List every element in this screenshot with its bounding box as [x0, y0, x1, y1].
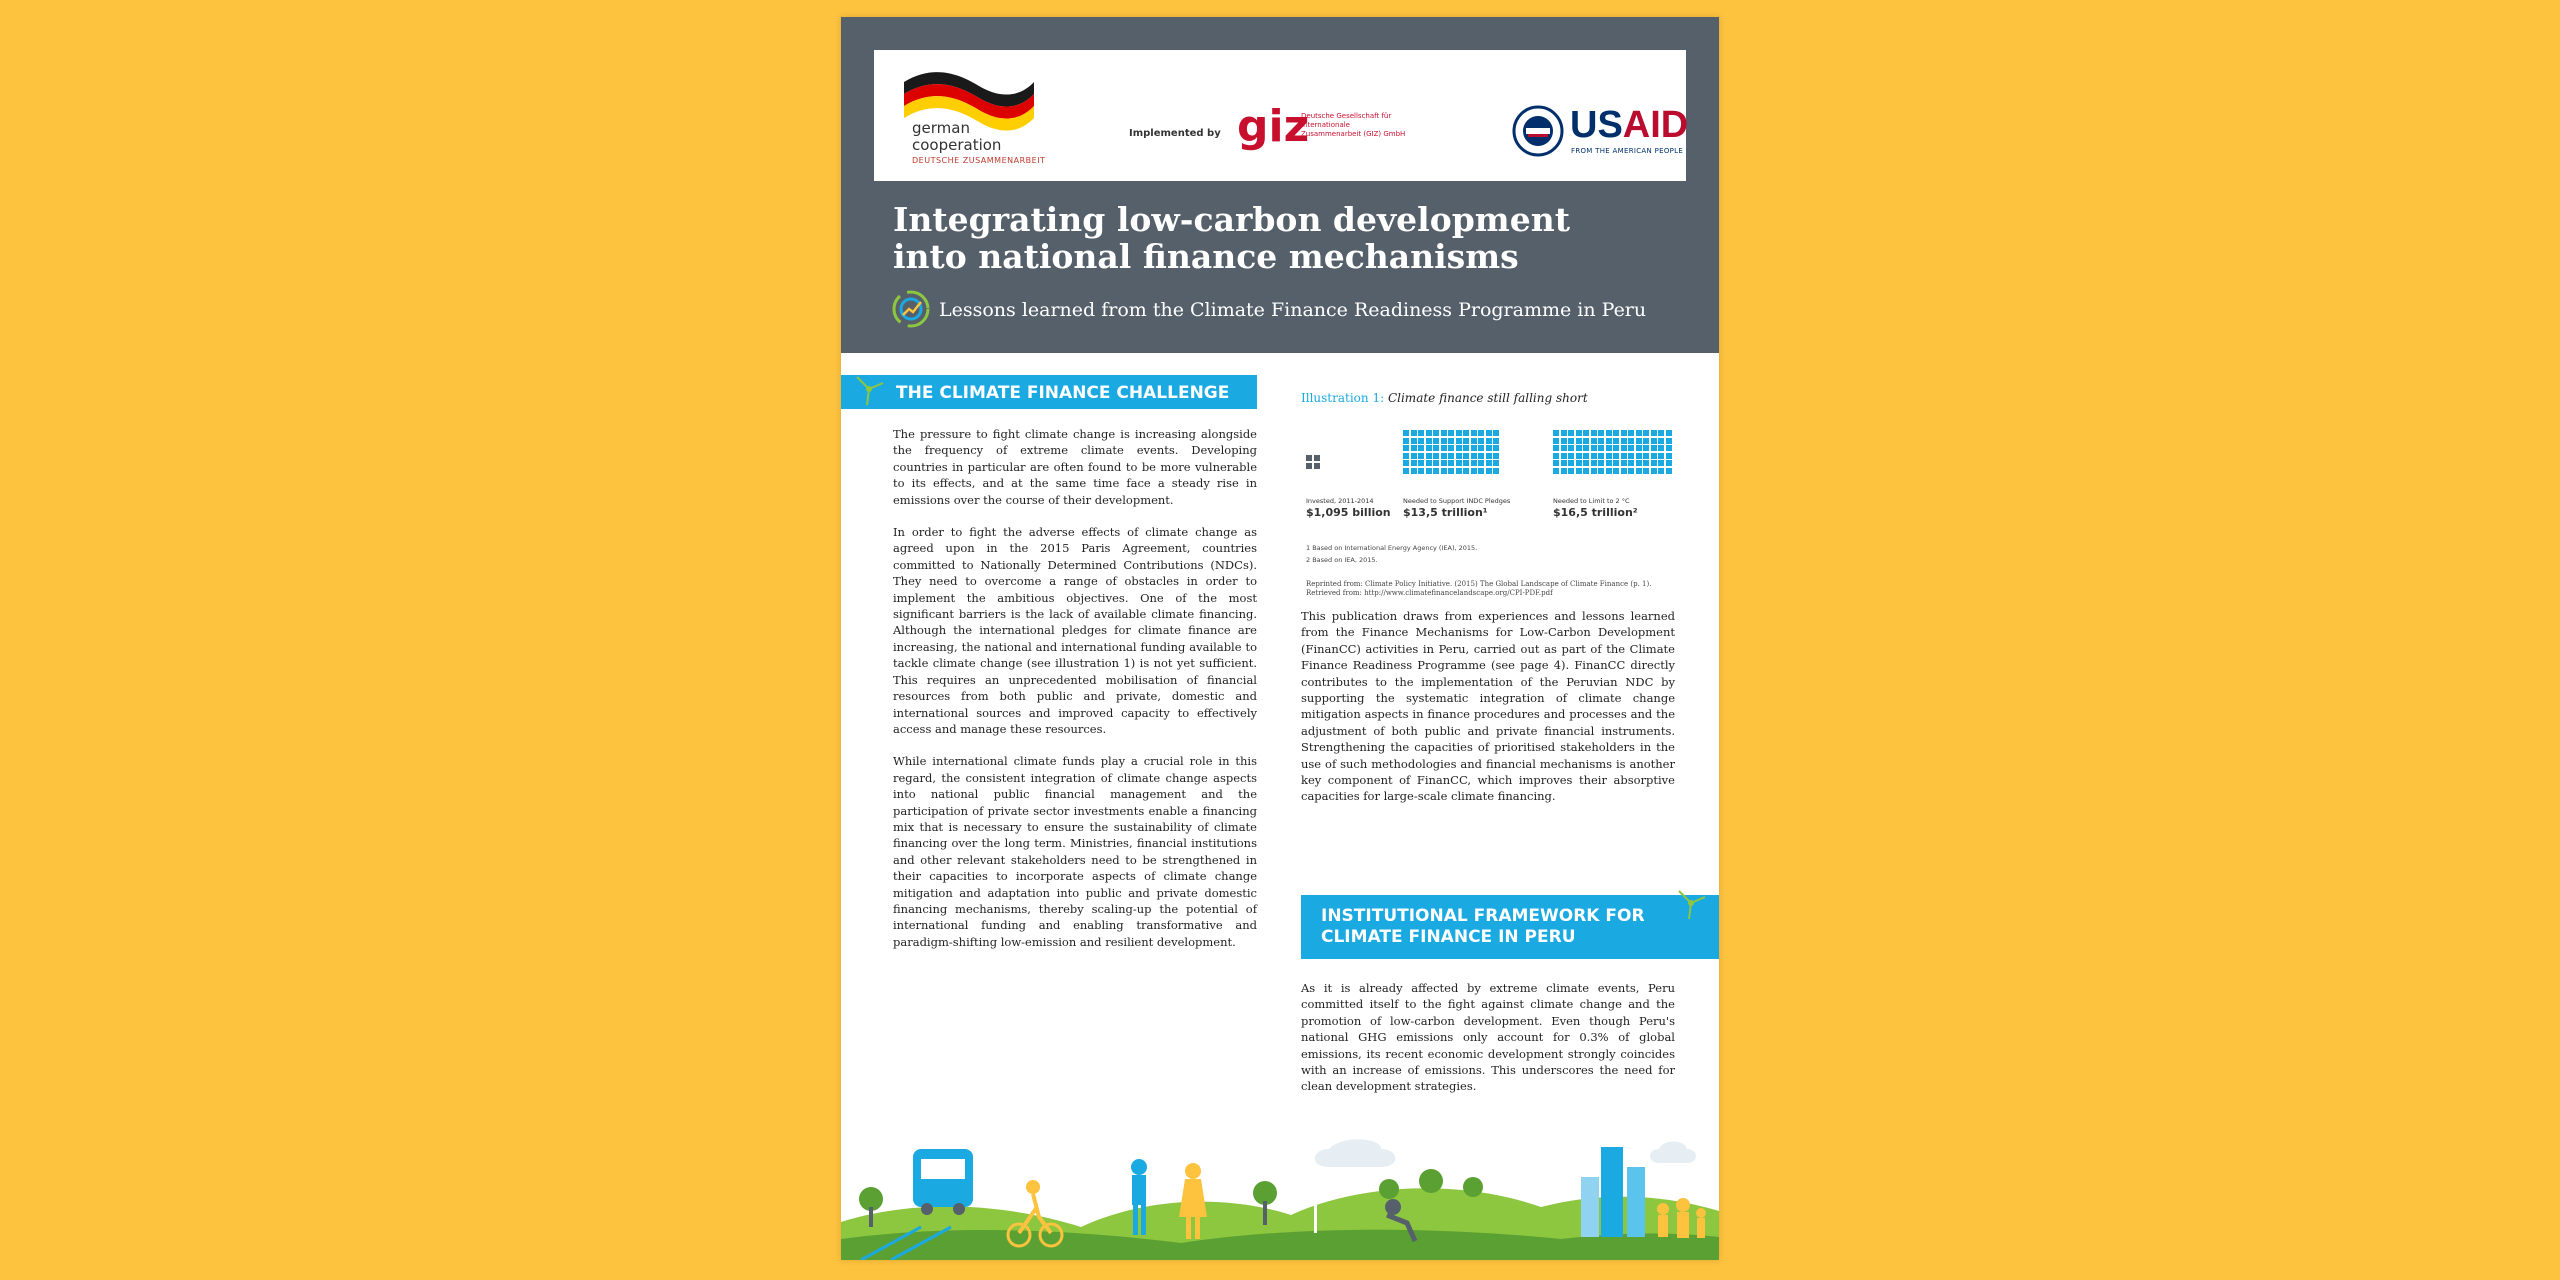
unit-square — [1411, 468, 1417, 474]
unit-square — [1621, 468, 1627, 474]
unit-square — [1643, 430, 1649, 436]
paragraph: In order to fight the adverse effects of climate change as agreed upon in the 2015 Paris Agreement, countries committed to Nationally Determined Contributions (NDCs). They need to overcome a range of obstacles in order to implement the ambitious objectives. One of the most significant barriers is the lack of available climate financing. Although the international pledges for climate finance are increasing, the national and international funding available to tackle climate change (see illustration 1) is not yet sufficient. This requires an unprecedented mobilisation of financial resources from both public and private, domestic and international sources and improved capacity to effectively access and manage these resources. — [893, 525, 1257, 736]
unit-square — [1553, 445, 1559, 451]
unit-square — [1403, 438, 1409, 444]
unit-square — [1433, 438, 1439, 444]
unit-square — [1606, 445, 1612, 451]
unit-square — [1598, 468, 1604, 474]
unit-square — [1576, 460, 1582, 466]
unit-square — [1553, 460, 1559, 466]
unit-square — [1561, 453, 1567, 459]
unit-square — [1448, 453, 1454, 459]
unit-square — [1433, 445, 1439, 451]
section-heading-institutional-framework: INSTITUTIONAL FRAMEWORK FOR CLIMATE FINANCE IN PERU — [1301, 895, 1719, 959]
unit-square — [1463, 453, 1469, 459]
document-title: Integrating low-carbon development into national finance mechanisms — [893, 200, 1570, 276]
unit-square — [1561, 445, 1567, 451]
unit-square — [1606, 453, 1612, 459]
unit-square — [1583, 445, 1589, 451]
unit-square — [1411, 430, 1417, 436]
paragraph: As it is already affected by extreme climate events, Peru committed itself to the fight against climate change and the promotion of low-carbon development. Even though Peru's national GHG emissions only account for 0.3% of global emissions, its recent economic development strongly coincides with an increase of emissions. This underscores the need for clean development strategies. — [1301, 981, 1675, 1094]
unit-square — [1561, 468, 1567, 474]
institutional-text — [1301, 980, 1675, 1111]
unit-square — [1486, 445, 1492, 451]
unit-square — [1433, 468, 1439, 474]
unit-square — [1583, 453, 1589, 459]
unit-square — [1658, 468, 1664, 474]
unit-square — [1658, 438, 1664, 444]
unit-square — [1621, 453, 1627, 459]
right-column-text — [1301, 608, 1675, 821]
unit-square — [1628, 453, 1634, 459]
unit-square — [1448, 430, 1454, 436]
unit-square — [1613, 430, 1619, 436]
unit-square — [1568, 460, 1574, 466]
unit-square — [1471, 430, 1477, 436]
unit-square — [1643, 438, 1649, 444]
unit-square — [1441, 453, 1447, 459]
unit-square — [1666, 460, 1672, 466]
left-column-text — [893, 426, 1257, 966]
german-cooperation-name: german cooperation — [912, 119, 1002, 154]
unit-square — [1493, 453, 1499, 459]
unit-square — [1493, 438, 1499, 444]
limit-square-grid — [1553, 430, 1672, 474]
unit-square — [1486, 430, 1492, 436]
invested-stat: Invested, 2011-2014 $1,095 billion — [1306, 497, 1391, 519]
document-subtitle: Lessons learned from the Climate Finance Readiness Programme in Peru — [939, 299, 1647, 321]
unit-square — [1628, 438, 1634, 444]
unit-square — [1651, 438, 1657, 444]
unit-square — [1583, 468, 1589, 474]
unit-square — [1591, 468, 1597, 474]
unit-square — [1448, 438, 1454, 444]
unit-square — [1463, 460, 1469, 466]
unit-square — [1583, 460, 1589, 466]
unit-square — [1418, 445, 1424, 451]
unit-square — [1658, 430, 1664, 436]
unit-square — [1456, 445, 1462, 451]
logo-bar — [874, 50, 1689, 181]
unit-square — [1598, 460, 1604, 466]
paragraph: While international climate funds play a crucial role in this regard, the consistent integration of climate change aspects into national public financial management and the participation of private sector investments enable a financing mix that is necessary to ensure the sustainability of climate financing over the long term. Ministries, financial institutions and other relevant stakeholders need to be strengthened in their capacities to incorporate aspects of climate change mitigation and adaptation into public and private domestic financing mechanisms, thereby scaling-up the potential of international funding and enabling transformative and paradigm-shifting low-emission and resilient development. — [893, 754, 1257, 949]
usaid-seal-icon — [1512, 105, 1564, 157]
unit-square — [1306, 463, 1312, 469]
unit-square — [1493, 430, 1499, 436]
unit-square — [1628, 445, 1634, 451]
unit-square — [1613, 438, 1619, 444]
unit-square — [1568, 438, 1574, 444]
unit-square — [1478, 453, 1484, 459]
unit-square — [1621, 460, 1627, 466]
unit-square — [1576, 438, 1582, 444]
unit-square — [1591, 445, 1597, 451]
unit-square — [1426, 453, 1432, 459]
unit-square — [1636, 460, 1642, 466]
paragraph: The pressure to fight climate change is increasing alongside the frequency of extreme climate events. Developing countries in particular are often found to be more vulnerable to its effects, and at the same time face a steady rise in emissions over the course of their development. — [893, 427, 1257, 507]
unit-square — [1561, 438, 1567, 444]
unit-square — [1486, 453, 1492, 459]
unit-square — [1426, 438, 1432, 444]
unit-square — [1613, 460, 1619, 466]
unit-square — [1441, 445, 1447, 451]
unit-square — [1411, 453, 1417, 459]
unit-square — [1418, 438, 1424, 444]
unit-square — [1613, 445, 1619, 451]
unit-square — [1658, 453, 1664, 459]
header-band — [841, 17, 1719, 353]
unit-square — [1651, 468, 1657, 474]
unit-square — [1591, 438, 1597, 444]
unit-square — [1306, 455, 1312, 461]
unit-square — [1561, 460, 1567, 466]
unit-square — [1471, 460, 1477, 466]
unit-square — [1583, 430, 1589, 436]
unit-square — [1456, 438, 1462, 444]
unit-square — [1598, 430, 1604, 436]
unit-square — [1621, 430, 1627, 436]
unit-square — [1314, 455, 1320, 461]
unit-square — [1568, 453, 1574, 459]
unit-square — [1636, 445, 1642, 451]
unit-square — [1651, 445, 1657, 451]
limit-stat: Needed to Limit to 2 °C $16,5 trillion² — [1553, 497, 1638, 519]
section-heading-climate-finance-challenge: THE CLIMATE FINANCE CHALLENGE — [841, 375, 1257, 409]
unit-square — [1433, 460, 1439, 466]
unit-square — [1666, 468, 1672, 474]
unit-square — [1568, 445, 1574, 451]
unit-square — [1591, 430, 1597, 436]
unit-square — [1583, 438, 1589, 444]
unit-square — [1598, 453, 1604, 459]
unit-square — [1606, 460, 1612, 466]
usaid-logo: USAID — [1570, 104, 1689, 146]
landscape-illustration — [841, 1127, 1719, 1260]
unit-square — [1456, 453, 1462, 459]
unit-square — [1636, 468, 1642, 474]
unit-square — [1658, 445, 1664, 451]
unit-square — [1448, 460, 1454, 466]
unit-square — [1621, 445, 1627, 451]
unit-square — [1561, 430, 1567, 436]
unit-square — [1493, 445, 1499, 451]
wind-turbine-icon — [849, 369, 889, 409]
unit-square — [1403, 453, 1409, 459]
unit-square — [1463, 430, 1469, 436]
unit-square — [1463, 438, 1469, 444]
footnote-2: 2 Based on IEA, 2015. — [1306, 556, 1378, 564]
unit-square — [1576, 468, 1582, 474]
unit-square — [1433, 430, 1439, 436]
unit-square — [1486, 468, 1492, 474]
implemented-by-label: Implemented by — [1129, 128, 1221, 139]
unit-square — [1628, 430, 1634, 436]
unit-square — [1403, 445, 1409, 451]
unit-square — [1576, 430, 1582, 436]
unit-square — [1456, 460, 1462, 466]
unit-square — [1636, 453, 1642, 459]
giz-full-name: Deutsche Gesellschaft für Internationale Zusammenarbeit (GIZ) GmbH — [1301, 112, 1406, 138]
unit-square — [1471, 438, 1477, 444]
unit-square — [1553, 468, 1559, 474]
german-cooperation-sub: DEUTSCHE ZUSAMMENARBEIT — [912, 156, 1046, 165]
unit-square — [1441, 468, 1447, 474]
unit-square — [1471, 445, 1477, 451]
unit-square — [1403, 460, 1409, 466]
paragraph: This publication draws from experiences and lessons learned from the Finance Mechanisms for Low-Carbon Development (FinanCC) activities in Peru, carried out as part of the Climate Finance Readiness Programme (see page 4). FinanCC directly contributes to the implementation of the Peruvian NDC by supporting the systematic integration of climate change mitigation aspects in finance procedures and processes and the adjustment of both public and private financial instruments. Strengthening the capacities of prioritised stakeholders in the use of such methodologies and financial mechanisms is another key component of FinanCC, which improves their absorptive capacities for large-scale climate financing. — [1301, 609, 1675, 804]
unit-square — [1486, 438, 1492, 444]
unit-square — [1448, 445, 1454, 451]
unit-square — [1606, 430, 1612, 436]
unit-square — [1418, 430, 1424, 436]
unit-square — [1403, 430, 1409, 436]
unit-square — [1651, 460, 1657, 466]
unit-square — [1411, 460, 1417, 466]
indc-stat: Needed to Support INDC Pledges $13,5 trillion¹ — [1403, 497, 1511, 519]
illustration-title: Illustration 1: Climate finance still falling short — [1301, 391, 1588, 405]
unit-square — [1576, 453, 1582, 459]
unit-square — [1636, 430, 1642, 436]
unit-square — [1613, 468, 1619, 474]
unit-square — [1411, 445, 1417, 451]
unit-square — [1598, 438, 1604, 444]
climate-finance-icon — [891, 289, 931, 329]
unit-square — [1426, 468, 1432, 474]
unit-square — [1636, 438, 1642, 444]
indc-square-grid — [1403, 430, 1499, 474]
unit-square — [1651, 430, 1657, 436]
unit-square — [1441, 460, 1447, 466]
unit-square — [1666, 453, 1672, 459]
unit-square — [1471, 453, 1477, 459]
unit-square — [1553, 430, 1559, 436]
invested-square-grid — [1306, 455, 1320, 469]
unit-square — [1426, 460, 1432, 466]
unit-square — [1666, 430, 1672, 436]
giz-logo: giz — [1237, 101, 1310, 152]
unit-square — [1493, 460, 1499, 466]
unit-square — [1478, 445, 1484, 451]
unit-square — [1568, 430, 1574, 436]
unit-square — [1613, 453, 1619, 459]
unit-square — [1591, 453, 1597, 459]
unit-square — [1471, 468, 1477, 474]
unit-square — [1418, 453, 1424, 459]
unit-square — [1418, 468, 1424, 474]
unit-square — [1606, 468, 1612, 474]
unit-square — [1478, 460, 1484, 466]
wind-turbine-icon — [1671, 883, 1711, 923]
unit-square — [1426, 430, 1432, 436]
unit-square — [1493, 468, 1499, 474]
unit-square — [1576, 445, 1582, 451]
unit-square — [1628, 460, 1634, 466]
unit-square — [1478, 430, 1484, 436]
unit-square — [1643, 453, 1649, 459]
unit-square — [1651, 453, 1657, 459]
unit-square — [1433, 453, 1439, 459]
unit-square — [1441, 430, 1447, 436]
unit-square — [1478, 438, 1484, 444]
unit-square — [1628, 468, 1634, 474]
unit-square — [1606, 438, 1612, 444]
unit-square — [1486, 460, 1492, 466]
unit-square — [1568, 468, 1574, 474]
unit-square — [1658, 460, 1664, 466]
unit-square — [1643, 460, 1649, 466]
unit-square — [1441, 438, 1447, 444]
unit-square — [1478, 468, 1484, 474]
unit-square — [1463, 445, 1469, 451]
unit-square — [1553, 453, 1559, 459]
unit-square — [1456, 430, 1462, 436]
usaid-tagline: FROM THE AMERICAN PEOPLE — [1571, 147, 1684, 155]
unit-square — [1463, 468, 1469, 474]
unit-square — [1591, 460, 1597, 466]
unit-square — [1553, 438, 1559, 444]
unit-square — [1621, 438, 1627, 444]
unit-square — [1598, 445, 1604, 451]
unit-square — [1418, 460, 1424, 466]
unit-square — [1411, 438, 1417, 444]
unit-square — [1666, 445, 1672, 451]
unit-square — [1426, 445, 1432, 451]
footnote-1: 1 Based on International Energy Agency (IEA), 2015. — [1306, 544, 1478, 552]
unit-square — [1448, 468, 1454, 474]
reprint-source: Reprinted from: Climate Policy Initiative. (2015) The Global Landscape of Climate Finance (p. 1). Retrieved from: http://www.climatefinancelandscape.org/CPI-PDF.pdf — [1306, 580, 1652, 597]
unit-square — [1403, 468, 1409, 474]
unit-square — [1314, 463, 1320, 469]
unit-square — [1666, 438, 1672, 444]
unit-square — [1456, 468, 1462, 474]
unit-square — [1643, 445, 1649, 451]
document-page — [841, 17, 1719, 1260]
unit-square — [1643, 468, 1649, 474]
